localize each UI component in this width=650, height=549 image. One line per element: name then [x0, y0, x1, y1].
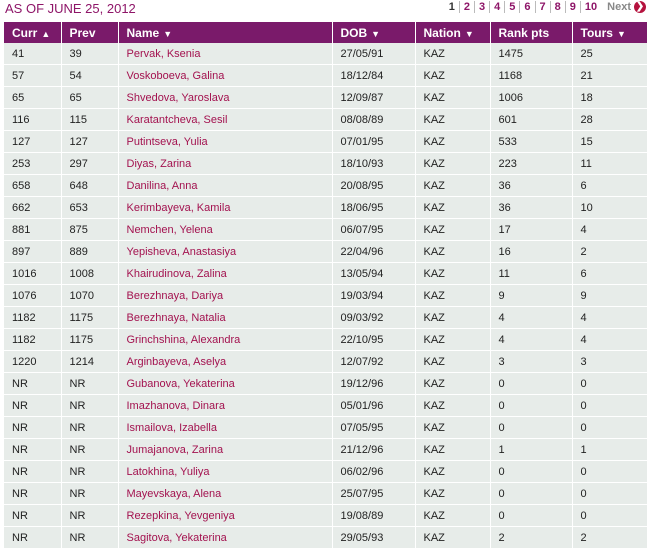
- player-name-link[interactable]: Berezhnaya, Natalia: [118, 307, 332, 329]
- cell-prev: 297: [61, 153, 118, 175]
- cell-tours: 0: [572, 461, 647, 483]
- table-row: [4, 417, 647, 439]
- sort-down-icon: ▼: [464, 28, 474, 39]
- cell-rank-pts: 0: [490, 395, 572, 417]
- cell-nation: KAZ: [415, 43, 490, 65]
- cell-curr: 1182: [4, 329, 61, 351]
- cell-prev: 39: [61, 43, 118, 65]
- cell-nation: KAZ: [415, 175, 490, 197]
- page-link-8[interactable]: 8: [551, 1, 566, 13]
- page-link-1[interactable]: 1: [445, 1, 460, 13]
- cell-prev: 115: [61, 109, 118, 131]
- cell-prev: 1175: [61, 307, 118, 329]
- table-row: [4, 329, 647, 351]
- cell-curr: 662: [4, 197, 61, 219]
- cell-nation: KAZ: [415, 263, 490, 285]
- table-row: [4, 241, 647, 263]
- cell-rank-pts: 601: [490, 109, 572, 131]
- cell-prev: NR: [61, 527, 118, 549]
- chevron-right-icon: ❯: [635, 1, 645, 12]
- cell-tours: 2: [572, 241, 647, 263]
- player-name-link[interactable]: Sagitova, Yekaterina: [118, 527, 332, 549]
- sort-down-icon: ▼: [163, 28, 173, 39]
- cell-rank-pts: 0: [490, 505, 572, 527]
- player-name-link[interactable]: Yepisheva, Anastasiya: [118, 241, 332, 263]
- cell-nation: KAZ: [415, 439, 490, 461]
- cell-nation: KAZ: [415, 131, 490, 153]
- column-label: DOB: [340, 25, 368, 40]
- table-row: [4, 65, 647, 87]
- cell-prev: 54: [61, 65, 118, 87]
- cell-rank-pts: 11: [490, 263, 572, 285]
- cell-dob: 12/09/87: [332, 87, 415, 109]
- cell-tours: 11: [572, 153, 647, 175]
- cell-prev: NR: [61, 395, 118, 417]
- cell-nation: KAZ: [415, 285, 490, 307]
- column-label: Rank pts: [498, 25, 550, 40]
- cell-rank-pts: 1168: [490, 65, 572, 87]
- player-name-link[interactable]: Berezhnaya, Dariya: [118, 285, 332, 307]
- cell-rank-pts: 3: [490, 351, 572, 373]
- column-label: Curr: [12, 25, 38, 40]
- table-row: [4, 263, 647, 285]
- cell-prev: 1175: [61, 329, 118, 351]
- cell-dob: 12/07/92: [332, 351, 415, 373]
- table-row: [4, 461, 647, 483]
- cell-dob: 19/08/89: [332, 505, 415, 527]
- cell-rank-pts: 9: [490, 285, 572, 307]
- cell-prev: NR: [61, 505, 118, 527]
- pagination: [445, 1, 646, 13]
- cell-dob: 19/12/96: [332, 373, 415, 395]
- cell-rank-pts: 0: [490, 483, 572, 505]
- player-name-link[interactable]: Gubanova, Yekaterina: [118, 373, 332, 395]
- cell-tours: 9: [572, 285, 647, 307]
- cell-nation: KAZ: [415, 483, 490, 505]
- cell-curr: 116: [4, 109, 61, 131]
- cell-nation: KAZ: [415, 197, 490, 219]
- cell-rank-pts: 0: [490, 417, 572, 439]
- player-name-link[interactable]: Latokhina, Yuliya: [118, 461, 332, 483]
- player-name-link[interactable]: Kerimbayeva, Kamila: [118, 197, 332, 219]
- cell-prev: 127: [61, 131, 118, 153]
- cell-dob: 18/10/93: [332, 153, 415, 175]
- cell-rank-pts: 1475: [490, 43, 572, 65]
- cell-nation: KAZ: [415, 373, 490, 395]
- cell-curr: 881: [4, 219, 61, 241]
- page-link-9[interactable]: 9: [566, 1, 581, 13]
- player-name-link[interactable]: Rezepkina, Yevgeniya: [118, 505, 332, 527]
- table-row: [4, 483, 647, 505]
- cell-nation: KAZ: [415, 109, 490, 131]
- cell-tours: 3: [572, 351, 647, 373]
- cell-dob: 29/05/93: [332, 527, 415, 549]
- cell-tours: 28: [572, 109, 647, 131]
- player-name-link[interactable]: Pervak, Ksenia: [118, 43, 332, 65]
- page-link-2[interactable]: 2: [460, 1, 475, 13]
- cell-dob: 22/10/95: [332, 329, 415, 351]
- table-row: [4, 87, 647, 109]
- cell-nation: KAZ: [415, 527, 490, 549]
- cell-tours: 4: [572, 307, 647, 329]
- cell-curr: NR: [4, 527, 61, 549]
- cell-curr: 658: [4, 175, 61, 197]
- cell-curr: 57: [4, 65, 61, 87]
- cell-prev: 1070: [61, 285, 118, 307]
- page-link-3[interactable]: 3: [475, 1, 490, 13]
- cell-dob: 25/07/95: [332, 483, 415, 505]
- cell-nation: KAZ: [415, 395, 490, 417]
- table-row: [4, 527, 647, 549]
- column-label: Prev: [69, 25, 96, 40]
- cell-tours: 0: [572, 505, 647, 527]
- cell-curr: 1220: [4, 351, 61, 373]
- column-label: Name: [126, 25, 160, 40]
- cell-dob: 06/02/96: [332, 461, 415, 483]
- player-name-link[interactable]: Jumajanova, Zarina: [118, 439, 332, 461]
- player-name-link[interactable]: Voskoboeva, Galina: [118, 65, 332, 87]
- cell-rank-pts: 1: [490, 439, 572, 461]
- table-row: [4, 439, 647, 461]
- player-name-link[interactable]: Arginbayeva, Aselya: [118, 351, 332, 373]
- cell-dob: 18/06/95: [332, 197, 415, 219]
- table-row: [4, 131, 647, 153]
- table-row: [4, 153, 647, 175]
- cell-curr: 65: [4, 87, 61, 109]
- cell-curr: 1076: [4, 285, 61, 307]
- cell-rank-pts: 4: [490, 329, 572, 351]
- cell-dob: 08/08/89: [332, 109, 415, 131]
- cell-dob: 22/04/96: [332, 241, 415, 263]
- cell-prev: 648: [61, 175, 118, 197]
- column-header-prev[interactable]: [61, 22, 118, 43]
- cell-curr: 127: [4, 131, 61, 153]
- player-name-link[interactable]: Nemchen, Yelena: [118, 219, 332, 241]
- table-row: [4, 373, 647, 395]
- table-row: [4, 219, 647, 241]
- cell-tours: 10: [572, 197, 647, 219]
- cell-curr: 253: [4, 153, 61, 175]
- sort-down-icon: ▼: [371, 28, 381, 39]
- player-name-link[interactable]: Karatantcheva, Sesil: [118, 109, 332, 131]
- cell-tours: 21: [572, 65, 647, 87]
- page-link-6[interactable]: 6: [520, 1, 535, 13]
- cell-rank-pts: 0: [490, 373, 572, 395]
- cell-curr: NR: [4, 395, 61, 417]
- table-header: [4, 22, 647, 43]
- cell-dob: 05/01/96: [332, 395, 415, 417]
- table-row: [4, 43, 647, 65]
- cell-prev: 1214: [61, 351, 118, 373]
- as-of-date: AS OF JUNE 25, 2012: [5, 1, 136, 16]
- cell-nation: KAZ: [415, 505, 490, 527]
- page-link-10[interactable]: 10: [584, 1, 598, 13]
- table-row: [4, 175, 647, 197]
- cell-dob: 06/07/95: [332, 219, 415, 241]
- table-row: [4, 505, 647, 527]
- cell-rank-pts: 36: [490, 197, 572, 219]
- cell-prev: NR: [61, 461, 118, 483]
- cell-rank-pts: 2: [490, 527, 572, 549]
- cell-tours: 25: [572, 43, 647, 65]
- cell-curr: 1016: [4, 263, 61, 285]
- page-links: [445, 1, 601, 13]
- cell-rank-pts: 17: [490, 219, 572, 241]
- cell-rank-pts: 223: [490, 153, 572, 175]
- table-row: [4, 285, 647, 307]
- player-name-link[interactable]: Imazhanova, Dinara: [118, 395, 332, 417]
- column-label: Tours: [580, 25, 613, 40]
- cell-dob: 27/05/91: [332, 43, 415, 65]
- cell-dob: 13/05/94: [332, 263, 415, 285]
- column-header-dob[interactable]: [332, 22, 415, 43]
- table-row: [4, 197, 647, 219]
- player-name-link[interactable]: Khairudinova, Zalina: [118, 263, 332, 285]
- cell-nation: KAZ: [415, 219, 490, 241]
- cell-nation: KAZ: [415, 65, 490, 87]
- cell-prev: NR: [61, 483, 118, 505]
- table-row: [4, 109, 647, 131]
- cell-nation: KAZ: [415, 329, 490, 351]
- cell-curr: 897: [4, 241, 61, 263]
- top-bar: [0, 0, 650, 18]
- column-label: Nation: [423, 25, 461, 40]
- page-link-4[interactable]: 4: [490, 1, 505, 13]
- cell-prev: 875: [61, 219, 118, 241]
- cell-prev: NR: [61, 439, 118, 461]
- cell-curr: NR: [4, 439, 61, 461]
- cell-tours: 4: [572, 219, 647, 241]
- cell-nation: KAZ: [415, 307, 490, 329]
- cell-tours: 0: [572, 395, 647, 417]
- table-row: [4, 395, 647, 417]
- column-header-curr[interactable]: [4, 22, 61, 43]
- cell-curr: NR: [4, 417, 61, 439]
- cell-nation: KAZ: [415, 87, 490, 109]
- column-header-name[interactable]: [118, 22, 332, 43]
- cell-nation: KAZ: [415, 241, 490, 263]
- cell-prev: 653: [61, 197, 118, 219]
- cell-rank-pts: 0: [490, 461, 572, 483]
- cell-tours: 6: [572, 175, 647, 197]
- cell-rank-pts: 4: [490, 307, 572, 329]
- table-row: [4, 351, 647, 373]
- player-name-link[interactable]: Putintseva, Yulia: [118, 131, 332, 153]
- rankings-table: [4, 22, 647, 549]
- cell-rank-pts: 533: [490, 131, 572, 153]
- cell-prev: NR: [61, 417, 118, 439]
- cell-tours: 6: [572, 263, 647, 285]
- cell-nation: KAZ: [415, 351, 490, 373]
- cell-prev: 65: [61, 87, 118, 109]
- cell-dob: 07/01/95: [332, 131, 415, 153]
- cell-dob: 21/12/96: [332, 439, 415, 461]
- cell-curr: NR: [4, 373, 61, 395]
- cell-dob: 07/05/95: [332, 417, 415, 439]
- cell-tours: 4: [572, 329, 647, 351]
- cell-curr: NR: [4, 461, 61, 483]
- cell-prev: 889: [61, 241, 118, 263]
- cell-prev: NR: [61, 373, 118, 395]
- cell-tours: 0: [572, 373, 647, 395]
- column-header-tours[interactable]: [572, 22, 647, 43]
- cell-tours: 15: [572, 131, 647, 153]
- cell-dob: 20/08/95: [332, 175, 415, 197]
- cell-nation: KAZ: [415, 417, 490, 439]
- page-link-7[interactable]: 7: [536, 1, 551, 13]
- player-name-link[interactable]: Shvedova, Yaroslava: [118, 87, 332, 109]
- player-name-link[interactable]: Mayevskaya, Alena: [118, 483, 332, 505]
- table-row: [4, 307, 647, 329]
- cell-curr: NR: [4, 505, 61, 527]
- page-link-5[interactable]: 5: [505, 1, 520, 13]
- next-button[interactable]: [607, 1, 646, 13]
- next-label: Next: [607, 1, 631, 13]
- cell-tours: 0: [572, 483, 647, 505]
- player-name-link[interactable]: Ismailova, Izabella: [118, 417, 332, 439]
- cell-prev: 1008: [61, 263, 118, 285]
- player-name-link[interactable]: Diyas, Zarina: [118, 153, 332, 175]
- sort-up-icon: ▲: [41, 28, 51, 39]
- cell-tours: 2: [572, 527, 647, 549]
- cell-dob: 19/03/94: [332, 285, 415, 307]
- cell-tours: 0: [572, 417, 647, 439]
- cell-curr: NR: [4, 483, 61, 505]
- column-header-nation[interactable]: [415, 22, 490, 43]
- cell-nation: KAZ: [415, 461, 490, 483]
- cell-nation: KAZ: [415, 153, 490, 175]
- cell-rank-pts: 1006: [490, 87, 572, 109]
- cell-rank-pts: 16: [490, 241, 572, 263]
- cell-curr: 41: [4, 43, 61, 65]
- sort-down-icon: ▼: [616, 28, 626, 39]
- cell-tours: 1: [572, 439, 647, 461]
- player-name-link[interactable]: Grinchshina, Alexandra: [118, 329, 332, 351]
- player-name-link[interactable]: Danilina, Anna: [118, 175, 332, 197]
- cell-rank-pts: 36: [490, 175, 572, 197]
- column-header-rank-pts[interactable]: [490, 22, 572, 43]
- cell-dob: 09/03/92: [332, 307, 415, 329]
- cell-tours: 18: [572, 87, 647, 109]
- cell-dob: 18/12/84: [332, 65, 415, 87]
- cell-curr: 1182: [4, 307, 61, 329]
- table-body: [4, 43, 647, 549]
